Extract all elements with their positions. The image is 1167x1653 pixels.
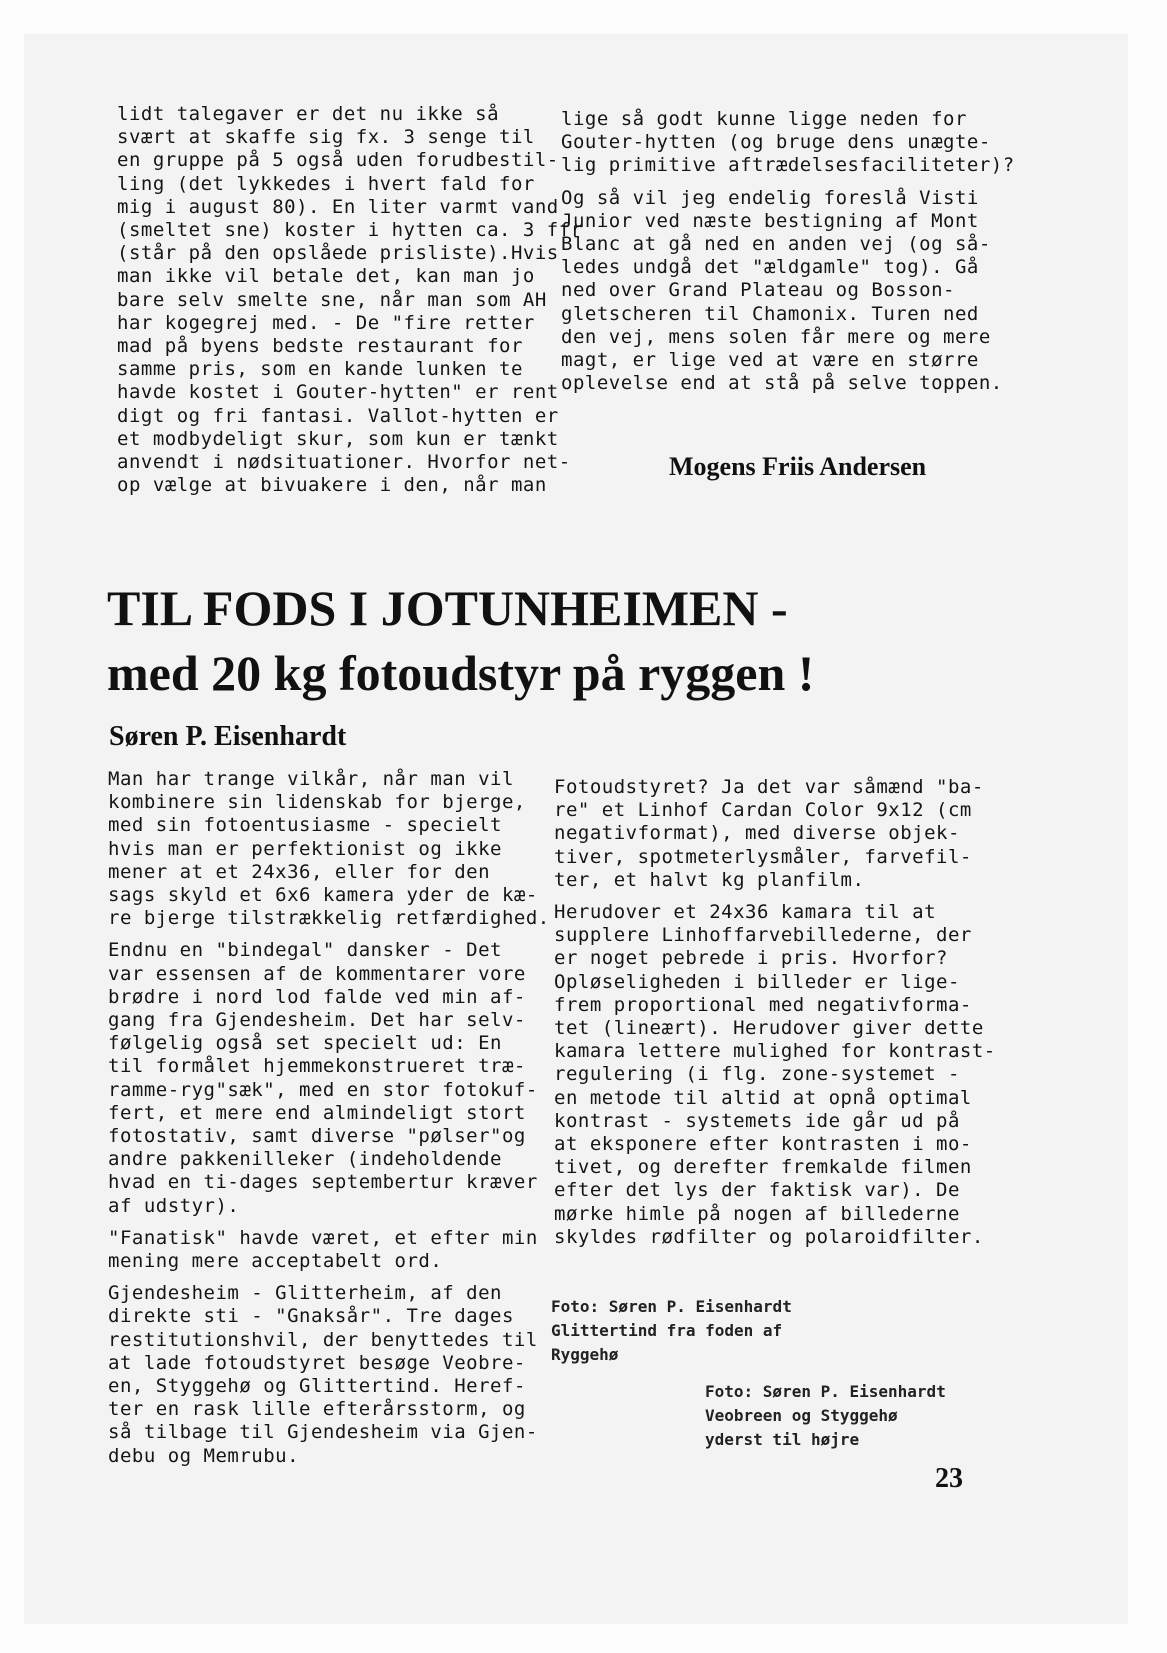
article-right-line: Fotoudstyret? Ja det var såmænd "ba- — [554, 776, 984, 798]
article-left-line: brødre i nord lod falde ved min af- — [108, 985, 526, 1008]
article-left-line: re bjerge tilstrækkelig retfærdighed. — [108, 907, 550, 930]
article-right-line: ter, et halvt kg planfilm. — [554, 868, 865, 891]
top-left-line: lidt talegaver er det nu ikke så — [117, 103, 500, 125]
top-left-line: (smeltet sne) koster i hytten ca. 3 ffr — [117, 219, 583, 242]
article-right-line: regulering (i flg. zone-systemet - — [554, 1063, 960, 1086]
article-left-paragraph — [108, 939, 550, 1217]
article-right-line: frem proportional med negativforma- — [554, 993, 972, 1016]
article-left-line: sags skyld et 6x6 kamera yder de kæ- — [108, 884, 538, 907]
article-right-line: mørke himle på nogen af billederne — [554, 1202, 960, 1225]
top-left-line: mig i august 80). En liter varmt vand — [117, 195, 559, 218]
top-right-column — [561, 108, 1015, 404]
article-left-line: ter en rask lille efterårsstorm, og — [108, 1398, 526, 1421]
top-left-line: bare selv smelte sne, når man som AH — [117, 288, 547, 311]
top-left-line: har kogegrej med. - De "fire retter — [117, 311, 535, 334]
photo-caption-1 — [551, 1295, 792, 1367]
article-left-line: så tilbage til Gjendesheim via Gjen- — [108, 1421, 538, 1444]
article-left-line: at lade fotoudstyret besøge Veobre- — [108, 1351, 526, 1374]
article-left-line: af udstyr). — [108, 1194, 240, 1217]
article-right-line: Opløseligheden i billeder er lige- — [554, 970, 960, 993]
top-right-line: magt, er lige ved at være en større — [561, 349, 979, 372]
article-right-column — [554, 776, 996, 1258]
top-left-line: svært at skaffe sig fx. 3 senge til — [117, 126, 535, 149]
article-left-line: andre pakkenilleker (indeholdende — [108, 1148, 502, 1171]
top-left-line: ling (det lykkedes i hvert fald for — [117, 172, 535, 195]
top-right-line: Blanc at gå ned en anden vej (og så- — [561, 233, 991, 256]
photo-caption-2 — [705, 1380, 946, 1452]
top-left-line: anvendt i nødsituationer. Hvorfor net- — [117, 451, 571, 474]
article-left-line: hvis man er perfektionist og ikke — [108, 837, 502, 860]
article-right-line: er noget pebrede i pris. Hvorfor? — [554, 947, 948, 970]
page-number: 23 — [935, 1463, 963, 1494]
top-left-line: mad på byens bedste restaurant for — [117, 335, 523, 358]
article-left-line: mening mere acceptabelt ord. — [108, 1250, 443, 1273]
article-left-line: Gjendesheim - Glitterheim, af den — [108, 1282, 502, 1305]
article-left-line: til formålet hjemmekonstrueret træ- — [108, 1055, 526, 1078]
article-right-line: skyldes rødfilter og polaroidfilter. — [554, 1225, 984, 1248]
article-left-line: gang fra Gjendesheim. Det har selv- — [108, 1009, 526, 1032]
article-left-line: Man har trange vilkår, når man vil — [108, 768, 514, 790]
top-left-line: samme pris, som en kande lunken te — [117, 358, 523, 381]
article-left-line: kombinere sin lidenskab for bjerge, — [108, 791, 526, 814]
article-right-line: tivet, og derefter fremkalde filmen — [554, 1156, 972, 1179]
caption-line: Foto: Søren P. Eisenhardt — [551, 1297, 792, 1316]
article-left-line: fotostativ, samt diverse "pølser"og — [108, 1125, 526, 1148]
article-left-line: fert, et mere end almindeligt stort — [108, 1101, 526, 1124]
article-left-line: restitutionshvil, der benyttedes til — [108, 1328, 538, 1351]
top-right-line: ledes undgå det "ældgamle" tog). Gå — [561, 256, 979, 279]
article-right-line: negativformat), med diverse objek- — [554, 822, 960, 845]
article-right-line: tiver, spotmeterlysmåler, farvefil- — [554, 845, 972, 868]
caption-line: yderst til højre — [705, 1430, 860, 1449]
top-left-line: en gruppe på 5 også uden forudbestil- — [117, 149, 559, 172]
article-left-paragraph — [108, 1282, 550, 1468]
article-left-line: med sin fotoentusiasme - specielt — [108, 814, 502, 837]
top-left-column — [117, 103, 583, 497]
top-right-line: Junior ved næste bestigning af Mont — [561, 209, 979, 232]
top-right-line: oplevelse end at stå på selve toppen. — [561, 372, 1003, 395]
caption-line: Foto: Søren P. Eisenhardt — [705, 1382, 946, 1401]
article-right-line: efter det lys der faktisk var). De — [554, 1179, 960, 1202]
article-left-paragraph — [108, 1227, 550, 1273]
article-right-line: Herudover et 24x36 kamara til at — [554, 901, 937, 924]
article-title-line2: med 20 kg fotoudstyr på ryggen ! — [107, 645, 815, 701]
top-left-line: man ikke vil betale det, kan man jo — [117, 265, 535, 288]
article-left-line: Endnu en "bindegal" dansker - Det — [108, 939, 502, 962]
top-right-paragraph — [561, 108, 1015, 178]
caption-line: Veobreen og Styggehø — [705, 1406, 898, 1425]
article-right-line: tet (lineært). Herudover giver dette — [554, 1017, 984, 1040]
article-right-line: kamara lettere mulighed for kontrast- — [554, 1040, 996, 1063]
top-left-line: (står på den opslåede prisliste).Hvis — [117, 242, 559, 265]
article-left-line: "Fanatisk" havde været, et efter min — [108, 1226, 538, 1249]
article-left-line: debu og Memrubu. — [108, 1444, 300, 1467]
article-left-column — [108, 768, 550, 1477]
article-right-line: en metode til altid at opnå optimal — [554, 1086, 972, 1109]
author-signature: Mogens Friis Andersen — [669, 452, 927, 481]
article-right-line: at eksponere efter kontrasten i mo- — [554, 1133, 972, 1156]
caption-line: Ryggehø — [551, 1345, 619, 1364]
top-left-line: digt og fri fantasi. Vallot-hytten er — [117, 404, 559, 427]
top-right-line: lig primitive aftrædelsesfaciliteter)? — [561, 154, 1015, 177]
top-right-line: ned over Grand Plateau og Bosson- — [561, 279, 955, 302]
article-right-paragraph — [554, 776, 996, 892]
article-left-line: mener at et 24x36, eller for den — [108, 860, 491, 883]
top-left-line: op vælge at bivuakere i den, når man — [117, 474, 547, 497]
top-right-line: gletscheren til Chamonix. Turen ned — [561, 302, 979, 325]
caption-line: Glittertind fra foden af — [551, 1321, 783, 1340]
top-right-line: lige så godt kunne ligge neden for — [561, 108, 967, 130]
article-title-line1: TIL FODS I JOTUNHEIMEN - — [107, 580, 788, 636]
article-author: Søren P. Eisenhardt — [109, 721, 347, 752]
top-left-paragraph — [117, 103, 583, 497]
article-left-line: ramme-ryg"sæk", med en stor fotokuf- — [108, 1078, 538, 1101]
article-right-line: kontrast - systemets ide går ud på — [554, 1109, 960, 1132]
top-right-line: Og så vil jeg endelig foreslå Visti — [561, 186, 979, 209]
article-right-paragraph — [554, 901, 996, 1249]
article-right-line: re" et Linhof Cardan Color 9x12 (cm — [554, 799, 972, 822]
article-left-line: direkte sti - "Gnaksår". Tre dages — [108, 1305, 514, 1328]
article-left-paragraph — [108, 768, 550, 930]
article-left-line: følgelig også set specielt ud: En — [108, 1032, 502, 1055]
top-right-line: Gouter-hytten (og bruge dens unægte- — [561, 131, 991, 154]
top-right-line: den vej, mens solen får mere og mere — [561, 325, 991, 348]
top-left-line: havde kostet i Gouter-hytten" er rent — [117, 381, 559, 404]
article-left-line: hvad en ti-dages septembertur kræver — [108, 1171, 538, 1194]
article-right-line: supplere Linhoffarvebillederne, der — [554, 924, 972, 947]
top-right-paragraph — [561, 187, 1015, 396]
top-left-line: et modbydeligt skur, som kun er tænkt — [117, 427, 559, 450]
article-left-line: var essensen af de kommentarer vore — [108, 962, 526, 985]
article-left-line: en, Styggehø og Glittertind. Heref- — [108, 1375, 526, 1398]
